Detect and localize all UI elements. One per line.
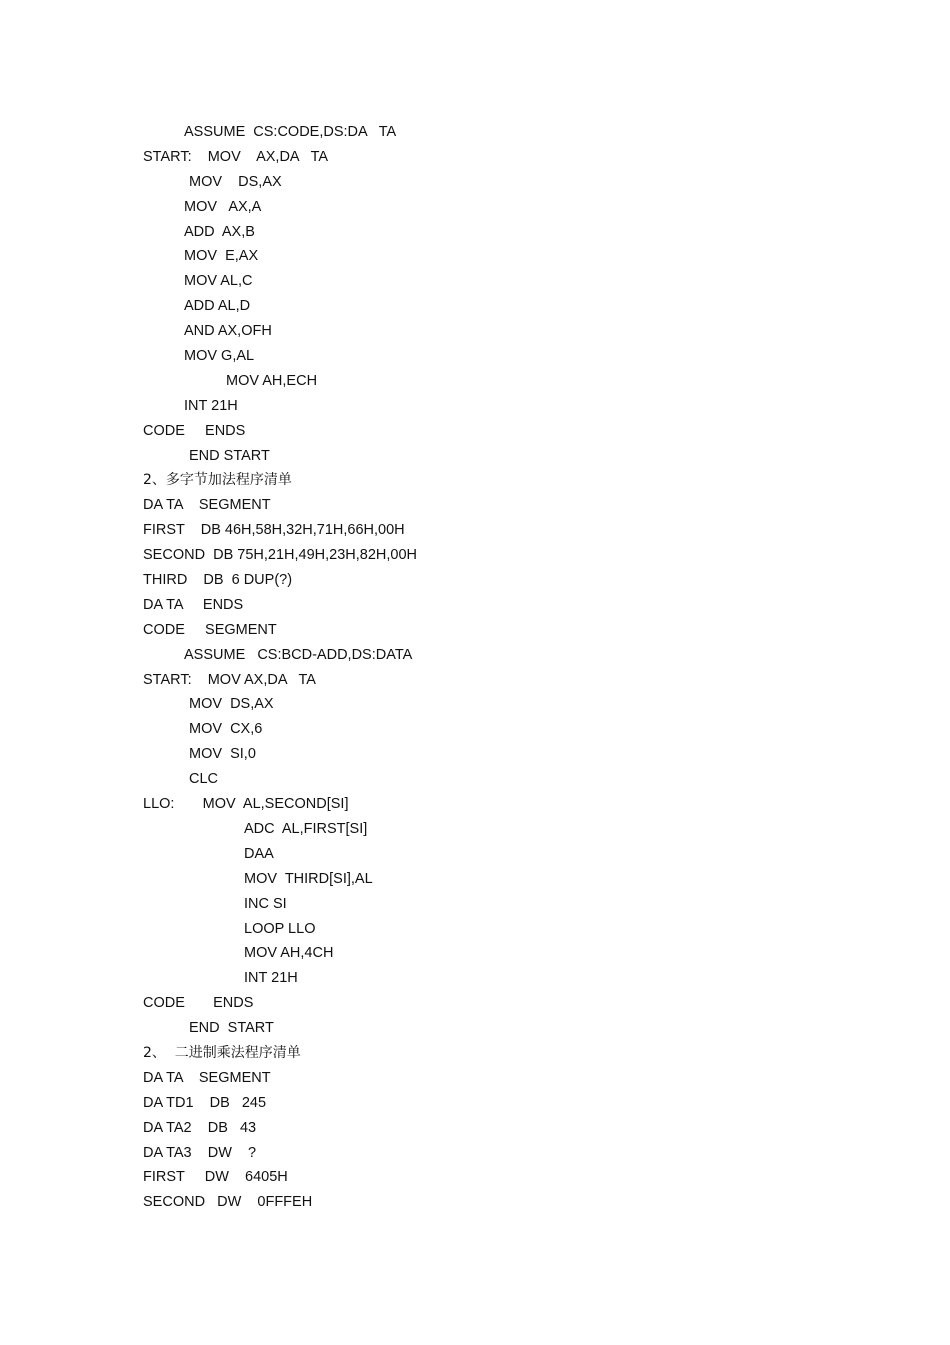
code-line: ASSUME CS:CODE,DS:DA TA [184,124,397,140]
code-line: DA TA2 DB 43 [143,1119,257,1136]
code-line: START: MOV AX,DA TA [143,671,316,688]
assembly-code-listing [143,120,417,1215]
code-line: DA TA3 DW ? [143,1144,257,1161]
code-line: MOV AX,A [184,198,262,215]
code-line: CODE ENDS [143,995,254,1012]
code-line: MOV CX,6 [189,721,263,738]
code-line: MOV AH,4CH [244,945,334,962]
code-line: INT 21H [244,970,298,987]
code-line: DA TA SEGMENT [143,1069,271,1086]
code-line: MOV DS,AX [189,696,274,713]
code-line: DAA [244,845,274,862]
code-line: CODE SEGMENT [143,621,277,638]
code-line: DA TA SEGMENT [143,497,271,514]
code-line: CLC [189,771,219,788]
code-line: SECOND DB 75H,21H,49H,23H,82H,00H [143,547,418,564]
code-line: CODE ENDS [143,422,246,439]
section-heading: 2、多字节加法程序清单 [143,472,292,489]
code-line: INC SI [244,895,287,912]
code-line: FIRST DW 6405H [143,1169,288,1186]
code-line: ASSUME CS:BCD-ADD,DS:DATA [184,646,413,663]
code-line: THIRD DB 6 DUP(?) [143,572,293,589]
section-heading: 2、 二进制乘法程序清单 [143,1044,301,1061]
code-line: MOV DS,AX [189,173,282,190]
code-line: LLO: MOV AL,SECOND[SI] [143,796,349,813]
code-line: MOV E,AX [184,248,259,265]
code-line: FIRST DB 46H,58H,32H,71H,66H,00H [143,522,405,539]
code-line: INT 21H [184,397,238,414]
code-line: LOOP LLO [244,920,316,937]
code-line: MOV SI,0 [189,746,256,763]
code-line: END START [189,447,270,464]
code-line: DA TA ENDS [143,596,244,613]
code-line: AND AX,OFH [184,323,272,340]
code-line: MOV THIRD[SI],AL [244,870,373,887]
code-line: MOV AH,ECH [226,372,318,389]
code-line: END START [189,1020,274,1037]
code-line: ADC AL,FIRST[SI] [244,820,368,837]
code-line: DA TD1 DB 245 [143,1094,267,1111]
code-line: START: MOV AX,DA TA [143,148,329,165]
code-line: ADD AL,D [184,298,251,315]
code-line: MOV AL,C [184,273,253,290]
code-line: MOV G,AL [184,348,255,365]
code-line: ADD AX,B [184,223,255,240]
code-line: SECOND DW 0FFFEH [143,1194,313,1211]
